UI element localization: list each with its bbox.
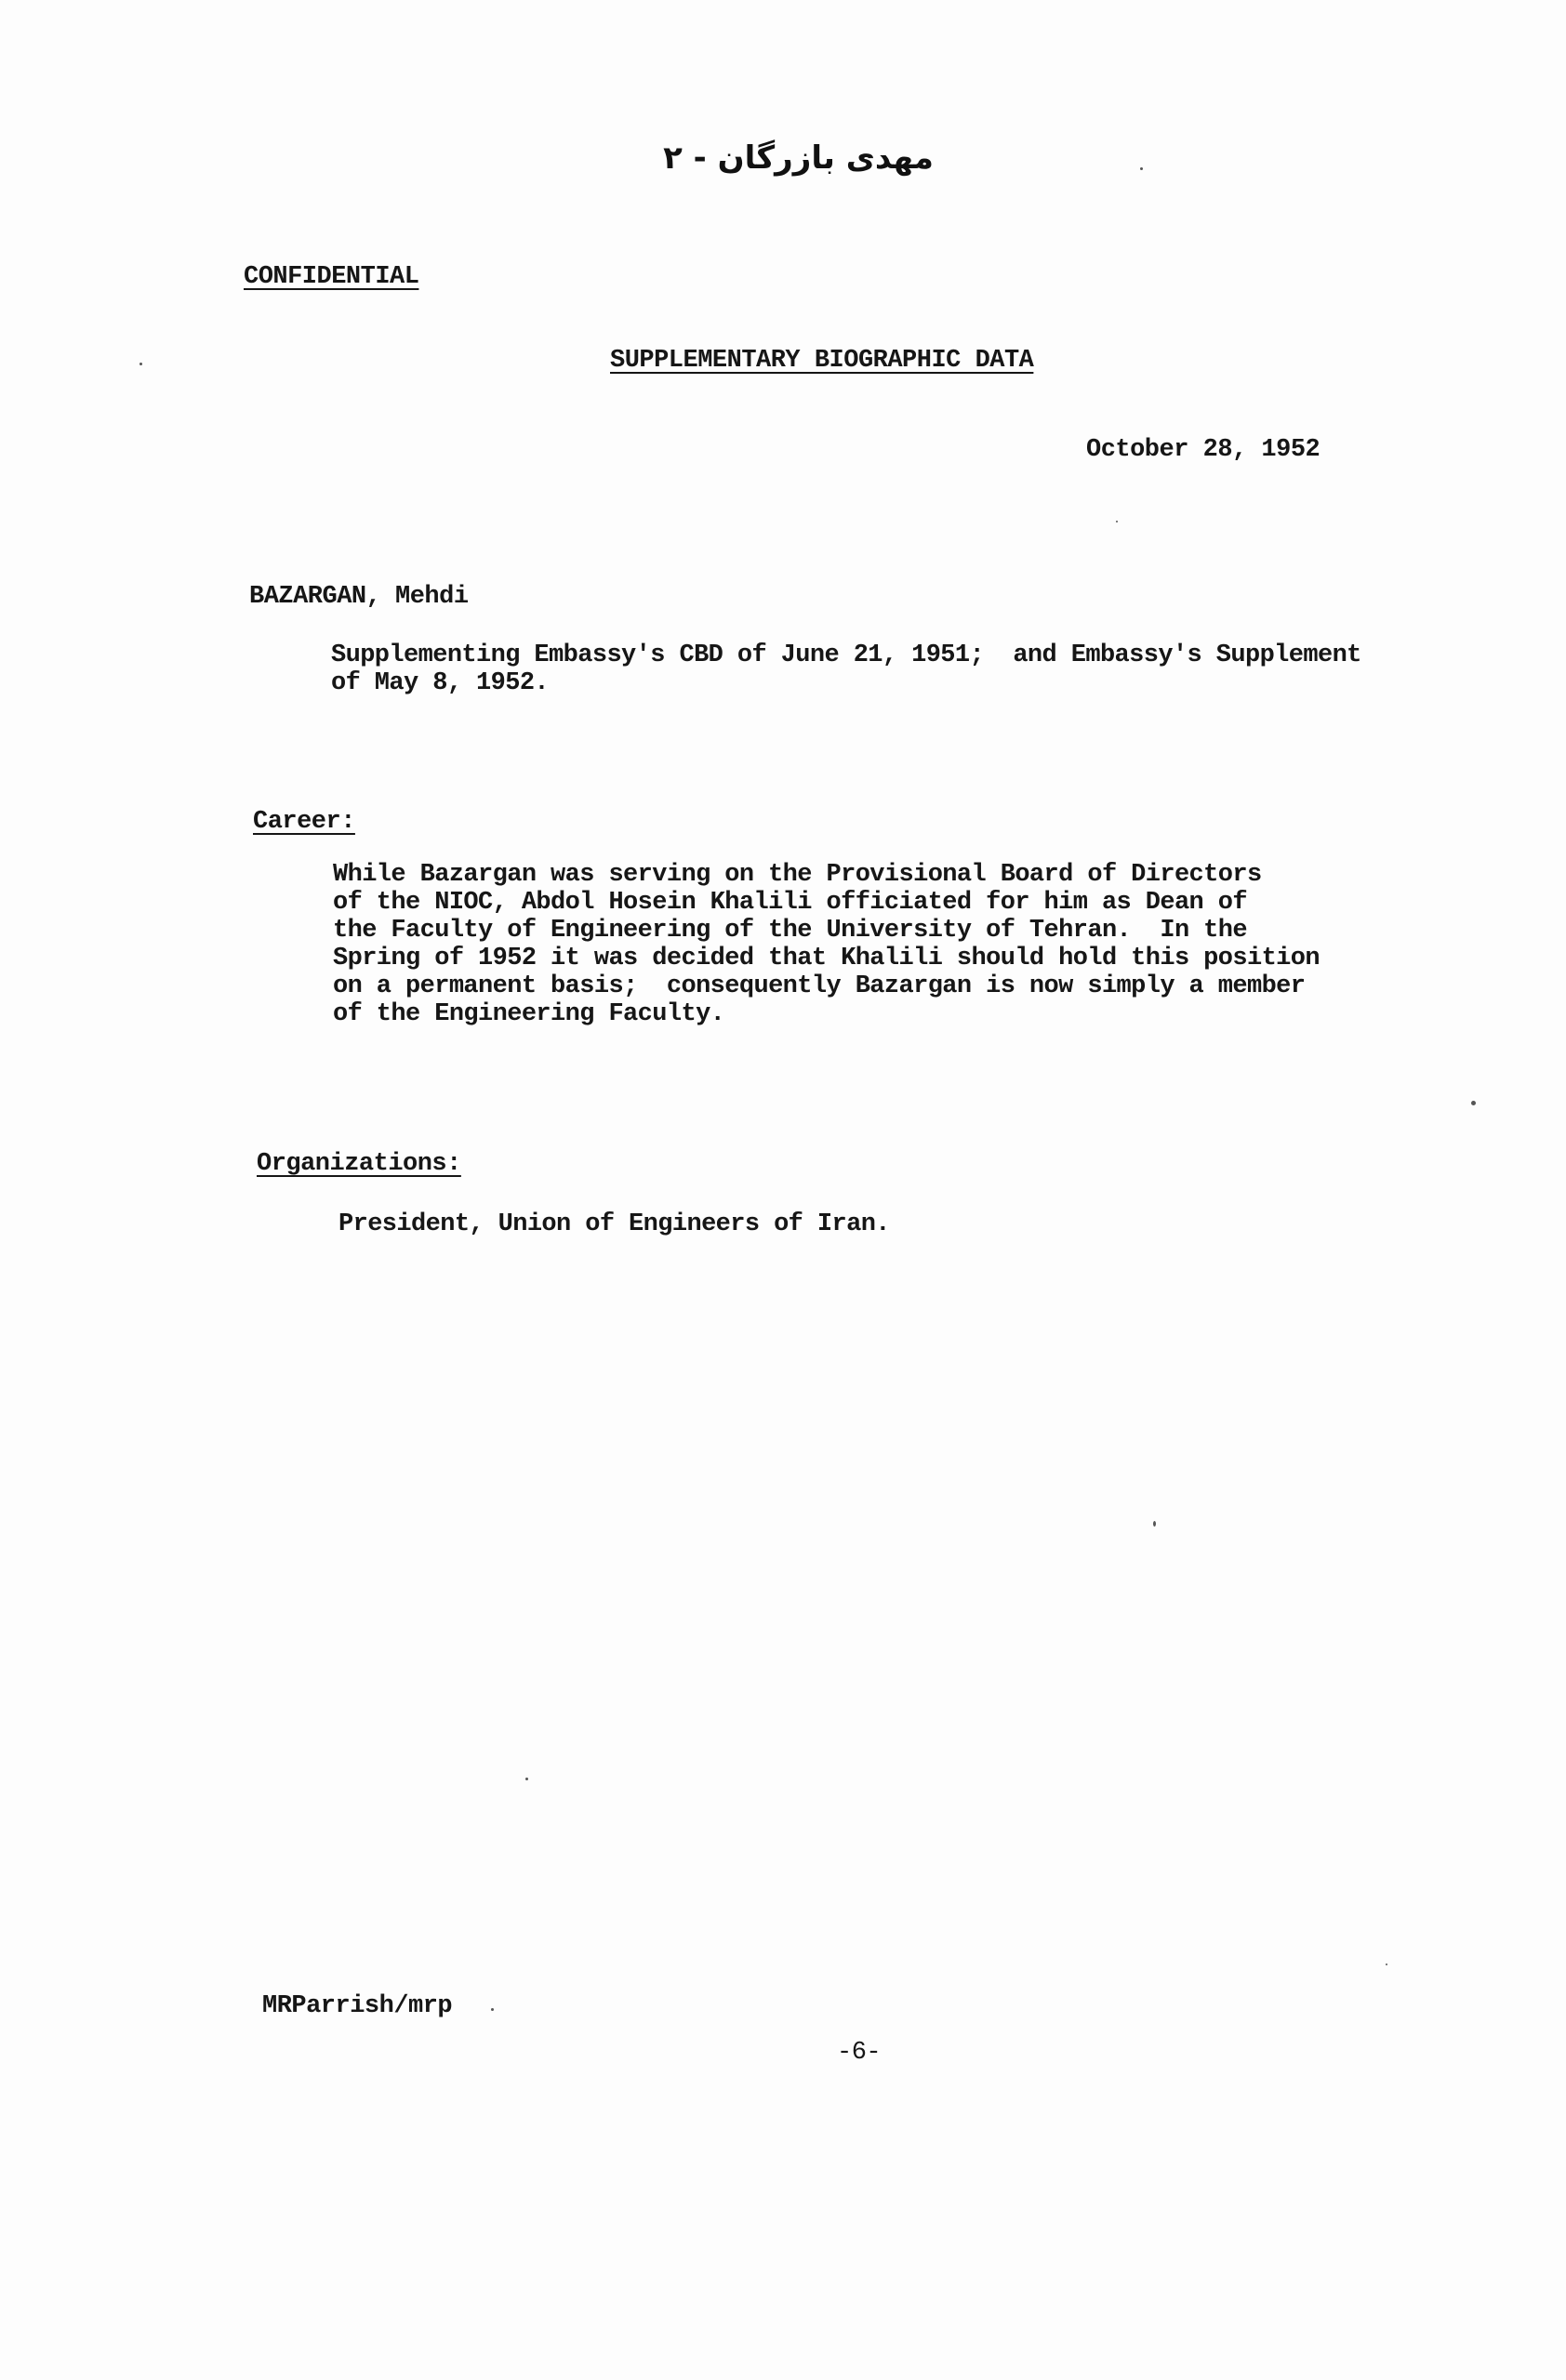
scan-speck <box>525 1778 528 1780</box>
scan-speck <box>139 363 142 365</box>
organizations-heading: Organizations: <box>257 1150 461 1178</box>
classification-marking: CONFIDENTIAL <box>244 263 419 291</box>
organizations-paragraph <box>338 1210 890 1238</box>
page-number: -6- <box>837 2039 882 2067</box>
scan-speck <box>1153 1521 1156 1527</box>
supplement-paragraph <box>331 641 1361 697</box>
career-line: While Bazargan was serving on the Provisional Board of Directors <box>333 861 1262 889</box>
career-line: Spring of 1952 it was decided that Khalili should hold this position <box>333 945 1320 972</box>
career-heading: Career: <box>253 808 355 836</box>
career-line: of the Engineering Faculty. <box>333 1000 725 1028</box>
persian-heading: مهدی بازرگان - ۲ <box>663 139 934 177</box>
scan-speck <box>491 2008 494 2011</box>
scan-speck <box>1471 1101 1476 1105</box>
supplement-line: of May 8, 1952. <box>331 669 550 697</box>
drafter-initials: MRParrish/mrp <box>262 1992 453 2020</box>
scan-speck <box>1386 1964 1387 1965</box>
scan-speck <box>1116 521 1118 522</box>
subject-name: BAZARGAN, Mehdi <box>249 583 469 611</box>
scan-speck <box>1140 167 1143 170</box>
supplement-line: Supplementing Embassy's CBD of June 21, 1951; and Embassy's Supplement <box>331 641 1361 669</box>
career-line: of the NIOC, Abdol Hosein Khalili officiated for him as Dean of <box>333 889 1247 917</box>
document-title: SUPPLEMENTARY BIOGRAPHIC DATA <box>610 347 1034 375</box>
document-date: October 28, 1952 <box>1086 436 1320 464</box>
organizations-line: President, Union of Engineers of Iran. <box>338 1210 890 1238</box>
career-line: the Faculty of Engineering of the University of Tehran. In the <box>333 917 1247 945</box>
career-line: on a permanent basis; consequently Bazargan is now simply a member <box>333 972 1306 1000</box>
career-paragraph <box>333 861 1320 1028</box>
